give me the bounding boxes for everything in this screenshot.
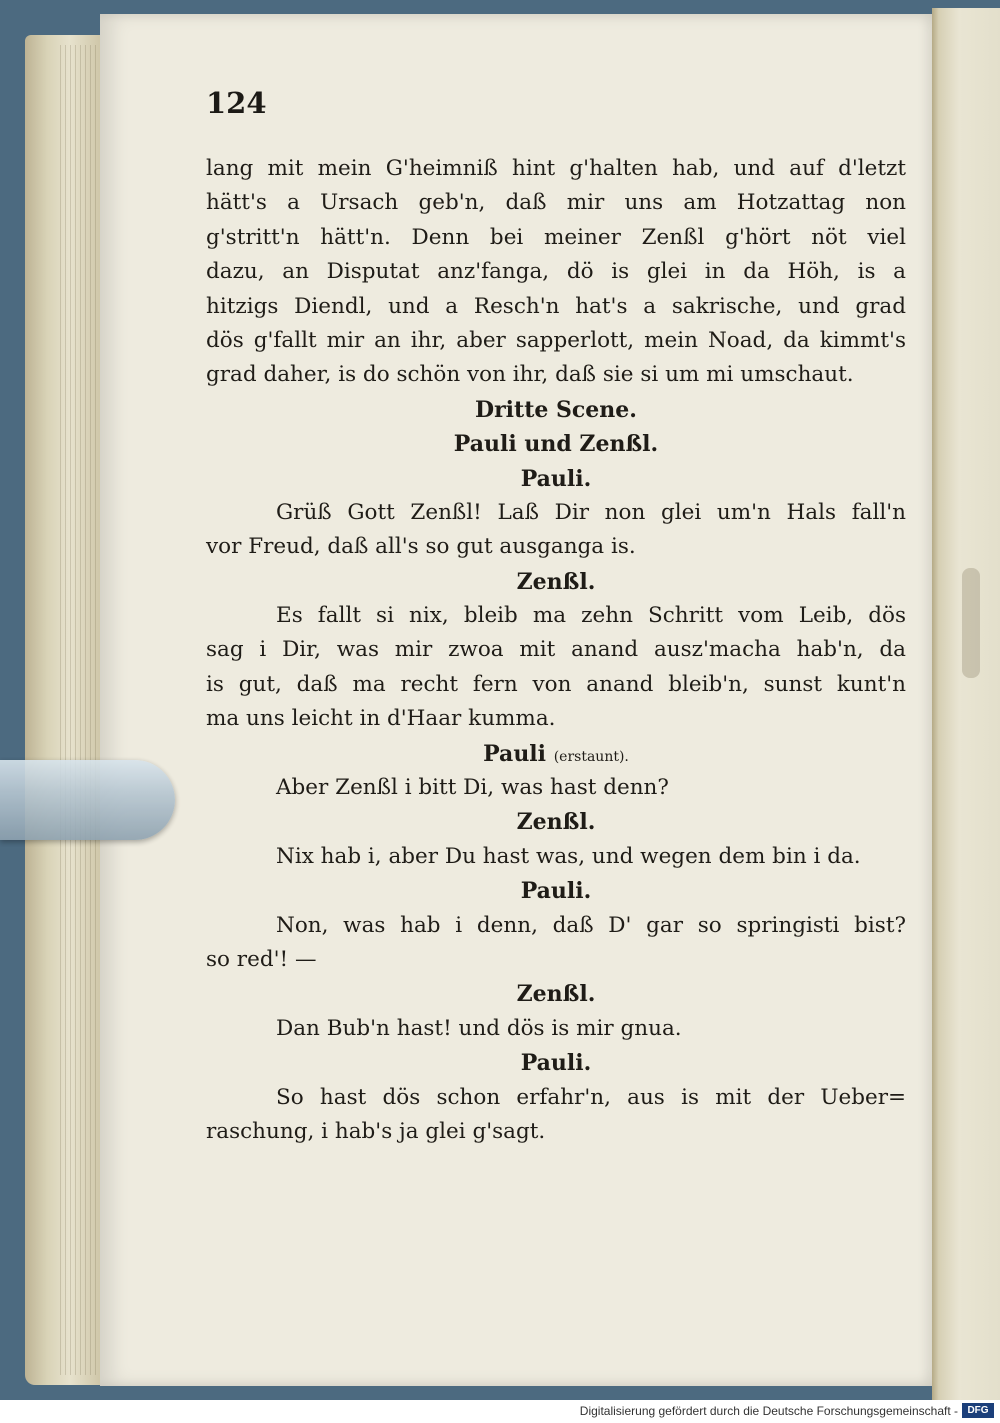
- dialogue-line: Aber Zenßl i bitt Di, was hast denn?: [276, 775, 669, 801]
- text-line: lang mit mein G'heimniß hint g'halten hab, und auf d'letzt: [206, 156, 906, 181]
- dialogue-line: is gut, daß ma recht fern von anand bleib'n, sunst kunt'n: [206, 671, 906, 697]
- page-number: 124: [206, 86, 267, 120]
- text-line: dös g'fallt mir an ihr, aber sapperlott, mein Noad, da kimmt's: [206, 327, 906, 353]
- dialogue-line: Dan Bub'n hast! und dös is mir gnua.: [276, 1015, 682, 1041]
- dialogue-line: ma uns leicht in d'Haar kumma.: [206, 706, 556, 732]
- facing-page-edge: [932, 8, 1000, 1400]
- text-line: g'stritt'n hätt'n. Denn bei meiner Zenßl g'hört nöt viel: [206, 224, 906, 250]
- dialogue-line: Es fallt si nix, bleib ma zehn Schritt vom Leib, dös: [276, 603, 906, 629]
- speaker-name: Pauli.: [520, 878, 592, 905]
- page-text: [206, 152, 906, 1149]
- text-line: grad daher, is do schön von ihr, daß sie si um mi umschaut.: [206, 362, 854, 388]
- dialogue-line: So hast dös schon erfahr'n, aus is mit der Ueber=: [276, 1084, 906, 1110]
- speaker-with-direction: [206, 737, 906, 771]
- speaker-name: Zenßl.: [516, 981, 596, 1008]
- page-holder-clip: [0, 760, 175, 840]
- dfg-logo: DFG: [962, 1403, 994, 1418]
- speaker-name: Pauli: [483, 740, 547, 767]
- page-fold: [962, 568, 980, 678]
- funding-credit: Digitalisierung gefördert durch die Deutsche Forschungsgemeinschaft -: [579, 1404, 958, 1418]
- text-line: hitzigs Diendl, und a Resch'n hat's a sakrische, und grad: [206, 293, 906, 319]
- speaker-name: Zenßl.: [516, 568, 596, 595]
- scene-characters: Pauli und Zenßl.: [453, 431, 659, 458]
- speaker-name: Pauli.: [520, 1050, 592, 1077]
- text-line: dazu, an Disputat anz'fanga, dö is glei in da Höh, is a: [206, 259, 906, 285]
- footer-bar: [0, 1400, 1000, 1423]
- dialogue-line: sag i Dir, was mir zwoa mit anand ausz'macha hab'n, da: [206, 637, 906, 663]
- dialogue-line: Non, was hab i denn, daß D' gar so springisti bist?: [276, 912, 906, 938]
- dialogue-line: Grüß Gott Zenßl! Laß Dir non glei um'n Hals fall'n: [276, 499, 906, 525]
- dialogue-line: so red'! —: [206, 946, 317, 972]
- speaker-name: Zenßl.: [516, 809, 596, 836]
- dialogue-line: vor Freud, daß all's so gut ausganga is.: [206, 534, 636, 560]
- scene-title: Dritte Scene.: [475, 396, 637, 423]
- dialogue-line: raschung, i hab's ja glei g'sagt.: [206, 1118, 546, 1144]
- stage-direction: (erstaunt).: [553, 748, 629, 765]
- speaker-name: Pauli.: [520, 465, 592, 492]
- page-edge-lines: [60, 45, 100, 1375]
- text-line: hätt's a Ursach geb'n, daß mir uns am Hotzattag non: [206, 190, 906, 216]
- dialogue-line: Nix hab i, aber Du hast was, und wegen dem bin i da.: [276, 843, 861, 869]
